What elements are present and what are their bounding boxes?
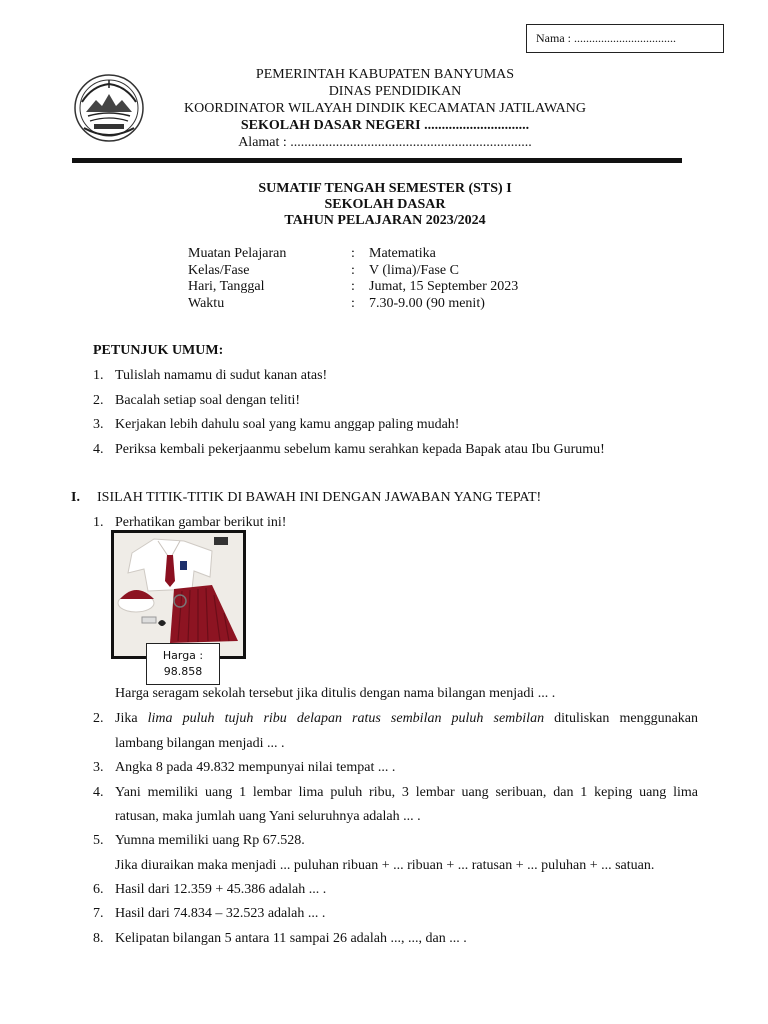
instruction-item	[93, 417, 605, 442]
letterhead-coordinator: KOORDINATOR WILAYAH DINDIK KECAMATAN JATILAWANG	[184, 101, 586, 116]
banyumas-regency-emblem-icon	[72, 72, 146, 144]
instruction-number: 3.	[93, 417, 104, 432]
info-row	[188, 279, 518, 296]
info-separator: :	[351, 246, 355, 261]
question-4-number: 4.	[93, 785, 104, 800]
instruction-number: 4.	[93, 441, 104, 457]
question-number: 7.	[93, 906, 104, 921]
question-text: Angka 8 pada 49.832 mempunyai nilai tempat ... .	[115, 760, 396, 775]
exam-title-line1: SUMATIF TENGAH SEMESTER (STS) I	[258, 181, 512, 196]
instruction-item	[93, 393, 605, 418]
price-value: 98.858	[163, 665, 203, 678]
instruction-item	[93, 368, 605, 393]
question-text: Kelipatan bilangan 5 antara 11 sampai 26 adalah ..., ..., dan ... .	[115, 931, 467, 946]
info-label: Muatan Pelajaran	[188, 246, 287, 261]
question-6	[93, 882, 693, 900]
instruction-text: Tulislah namamu di sudut kanan atas!	[115, 368, 328, 383]
section-title: ISILAH TITIK-TITIK DI BAWAH INI DENGAN JAWABAN YANG TEPAT!	[97, 490, 542, 505]
question-number: 1.	[93, 515, 104, 530]
info-separator: :	[351, 262, 355, 278]
price-label: Harga :	[162, 649, 204, 662]
question-2-line2: lambang bilangan menjadi ... .	[115, 736, 285, 751]
question-8	[93, 931, 693, 949]
info-value: 7.30-9.00 (90 menit)	[369, 295, 485, 311]
question-number: 6.	[93, 882, 104, 897]
question-2-number: 2.	[93, 711, 104, 726]
info-value: V (lima)/Fase C	[369, 262, 459, 278]
question-number: 3.	[93, 760, 104, 775]
school-uniform-image	[114, 533, 243, 656]
question-4-line2: ratusan, maka jumlah uang Yani seluruhnya adalah ... .	[115, 809, 421, 824]
question-4-line1: Yani memiliki uang 1 lembar lima puluh ribu, 3 lembar uang seribuan, dan 1 keping uang lima	[115, 785, 698, 800]
instruction-number: 2.	[93, 392, 104, 408]
question-2-line1	[115, 711, 698, 727]
info-label: Hari, Tanggal	[188, 279, 265, 294]
question-5-line1: Yumna memiliki uang Rp 67.528.	[115, 833, 305, 848]
instruction-text: Kerjakan lebih dahulu soal yang kamu anggap paling mudah!	[115, 417, 460, 432]
price-tag	[146, 643, 220, 685]
instruction-item	[93, 442, 605, 467]
exam-title-line3: TAHUN PELAJARAN 2023/2024	[284, 213, 486, 228]
exam-title	[150, 181, 620, 229]
info-row	[188, 296, 518, 313]
question-number: 8.	[93, 931, 104, 946]
school-uniform-photo	[111, 530, 246, 659]
question-2-post: dituliskan menggunakan	[544, 711, 698, 726]
letterhead-address: Alamat : .....................................................................	[238, 135, 532, 150]
question-2-pre: Jika	[115, 711, 148, 726]
info-row	[188, 263, 518, 280]
question-5-number: 5.	[93, 833, 104, 848]
info-separator: :	[351, 279, 355, 294]
school-letterhead	[150, 66, 620, 151]
info-value: Jumat, 15 September 2023	[369, 279, 519, 294]
name-field[interactable]: Nama : ..................................	[526, 24, 724, 53]
instructions-list	[93, 368, 605, 466]
info-label: Kelas/Fase	[188, 262, 250, 278]
instruction-number: 1.	[93, 368, 104, 383]
info-value: Matematika	[369, 246, 436, 261]
letterhead-department: DINAS PENDIDIKAN	[328, 84, 462, 99]
exam-title-line2: SEKOLAH DASAR	[324, 197, 446, 212]
question-1-followup: Harga seragam sekolah tersebut jika ditulis dengan nama bilangan menjadi ... .	[115, 686, 556, 701]
letterhead-school-name: SEKOLAH DASAR NEGERI ..............................	[240, 118, 530, 133]
info-label: Waktu	[188, 295, 225, 311]
question-7	[93, 906, 693, 924]
instructions-heading: PETUNJUK UMUM:	[93, 343, 224, 358]
instruction-text: Periksa kembali pekerjaanmu sebelum kamu serahkan kepada Bapak atau Ibu Gurumu!	[115, 441, 605, 457]
section-heading	[71, 490, 541, 506]
question-3	[93, 760, 693, 778]
section-number: I.	[71, 490, 80, 505]
question-5-line2: Jika diuraikan maka menjadi ... puluhan ribuan + ... ribuan + ... ratusan + ... puluhan + ... satuan.	[115, 858, 655, 873]
letterhead-divider	[72, 158, 682, 163]
question-text: Hasil dari 74.834 – 32.523 adalah ... .	[115, 906, 326, 921]
question-text: Hasil dari 12.359 + 45.386 adalah ... .	[115, 882, 327, 897]
exam-info-table	[188, 246, 518, 312]
instruction-text: Bacalah setiap soal dengan teliti!	[115, 392, 301, 408]
letterhead-government: PEMERINTAH KABUPATEN BANYUMAS	[255, 67, 515, 82]
question-text: Perhatikan gambar berikut ini!	[115, 515, 287, 530]
info-row	[188, 246, 518, 263]
info-separator: :	[351, 295, 355, 311]
question-2-words: lima puluh tujuh ribu delapan ratus sembilan puluh sembilan	[147, 711, 545, 726]
